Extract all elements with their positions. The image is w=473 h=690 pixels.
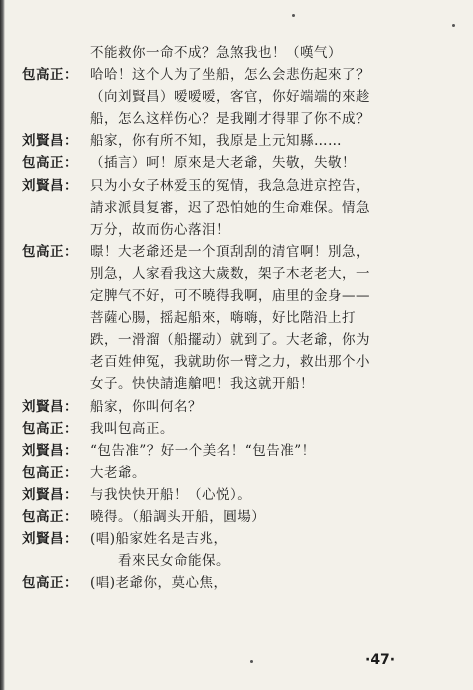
speaker-label: 包高正： xyxy=(22,67,78,84)
dialogue-line: 老百姓伸冤，我就助你一臂之力，救出那个小 xyxy=(90,354,370,371)
dialogue-line: 与我快快开船！（心悦）。 xyxy=(90,486,252,503)
speaker-label: 包高正： xyxy=(22,508,78,525)
opening-line xyxy=(22,42,452,64)
dialogue-line: 船家，你叫何名？ xyxy=(90,398,202,415)
speaker-label: 包高正： xyxy=(22,575,78,592)
dialogue-entry xyxy=(22,572,452,594)
dialogue-entry xyxy=(22,64,452,130)
dialogue-line: 定脾气不好，可不曉得我啊，庙里的金身—— xyxy=(90,288,370,305)
dialogue-entry xyxy=(22,462,452,484)
dialogue-line: （向刘賢昌）嗳嗳嗳，客官，你好端端的來趁 xyxy=(90,89,370,106)
page-binding-edge xyxy=(0,0,5,690)
dialogue-line: 女子。快快請進艙吧！我这就开船！ xyxy=(90,376,314,393)
dialogue-entry xyxy=(22,506,452,528)
speaker-label: 刘賢昌： xyxy=(22,442,78,459)
dialogue-line: 不能救你一命不成？急煞我也！（嘆气） xyxy=(90,45,342,61)
dialogue-continuation xyxy=(22,550,452,572)
dialogue-entry xyxy=(22,175,452,241)
dialogue-line: (唱)船家姓名是吉兆， xyxy=(90,531,228,548)
dialogue-line: 別急，人家看我这大歲数，架子木老老大，一 xyxy=(90,265,370,282)
speaker-label: 包高正： xyxy=(22,155,78,172)
dialogue-line: 請求派員复審，迟了恐怕她的生命难保。情急 xyxy=(90,199,370,216)
dialogue-line: 暻！大老爺还是一个頂刮刮的清官啊！別急， xyxy=(90,243,370,260)
speaker-label: 包高正： xyxy=(22,243,78,260)
dialogue-line: 船家，你有所不知，我原是上元知縣…… xyxy=(90,133,342,150)
print-speck xyxy=(250,660,253,663)
dialogue-line: 菩薩心腸，摇起船來，嗨嗨，好比階沿上打 xyxy=(90,310,356,327)
dialogue-entry xyxy=(22,418,452,440)
dialogue-entry xyxy=(22,528,452,550)
dialogue-line: “包告准”？好一个美名！“包告准”！ xyxy=(90,442,316,459)
speaker-label: 刘賢昌： xyxy=(22,486,78,503)
dialogue-line: 跌，一滑溜（船擺动）就到了。大老爺，你为 xyxy=(90,332,370,349)
speaker-label: 刘賢昌： xyxy=(22,177,78,194)
dialogue-line: 只为小女子林爱玉的冤情，我急急进京控告， xyxy=(90,177,370,194)
dialogue-entry xyxy=(22,396,452,418)
dialogue-line: 曉得。（船調头开船，圓場） xyxy=(90,508,266,525)
dialogue-entry xyxy=(22,241,452,396)
print-speck xyxy=(452,24,455,27)
dialogue-line: (唱)老爺你，莫心焦， xyxy=(90,575,228,592)
speaker-label: 刘賢昌： xyxy=(22,531,78,548)
dialogue-entry xyxy=(22,130,452,152)
dialogue-line: 船，怎么这样伤心？是我剛才得罪了你不成？ xyxy=(90,111,370,128)
speaker-label: 刘賢昌： xyxy=(22,398,78,415)
print-speck xyxy=(292,14,295,17)
dialogue-line: 我叫包高正。 xyxy=(90,420,174,437)
dialogue-entry xyxy=(22,152,452,174)
dialogue-entry xyxy=(22,484,452,506)
speaker-label: 刘賢昌： xyxy=(22,133,78,150)
dialogue-line: 大老爺。 xyxy=(90,464,146,481)
dialogue-line: 万分，故而伤心落泪！ xyxy=(90,221,230,238)
dialogue-entry xyxy=(22,440,452,462)
speaker-label: 包高正： xyxy=(22,464,78,481)
page-number: ·47· xyxy=(365,652,396,668)
dialogue-line: 看來民女命能保。 xyxy=(118,553,230,570)
dialogue-line: （插言）呵！原來是大老爺，失敬，失敬！ xyxy=(90,155,356,172)
script-text xyxy=(22,42,452,594)
dialogue-line: 哈哈！这个人为了坐船，怎么会悲伤起來了？ xyxy=(90,67,370,84)
speaker-label: 包高正： xyxy=(22,420,78,437)
